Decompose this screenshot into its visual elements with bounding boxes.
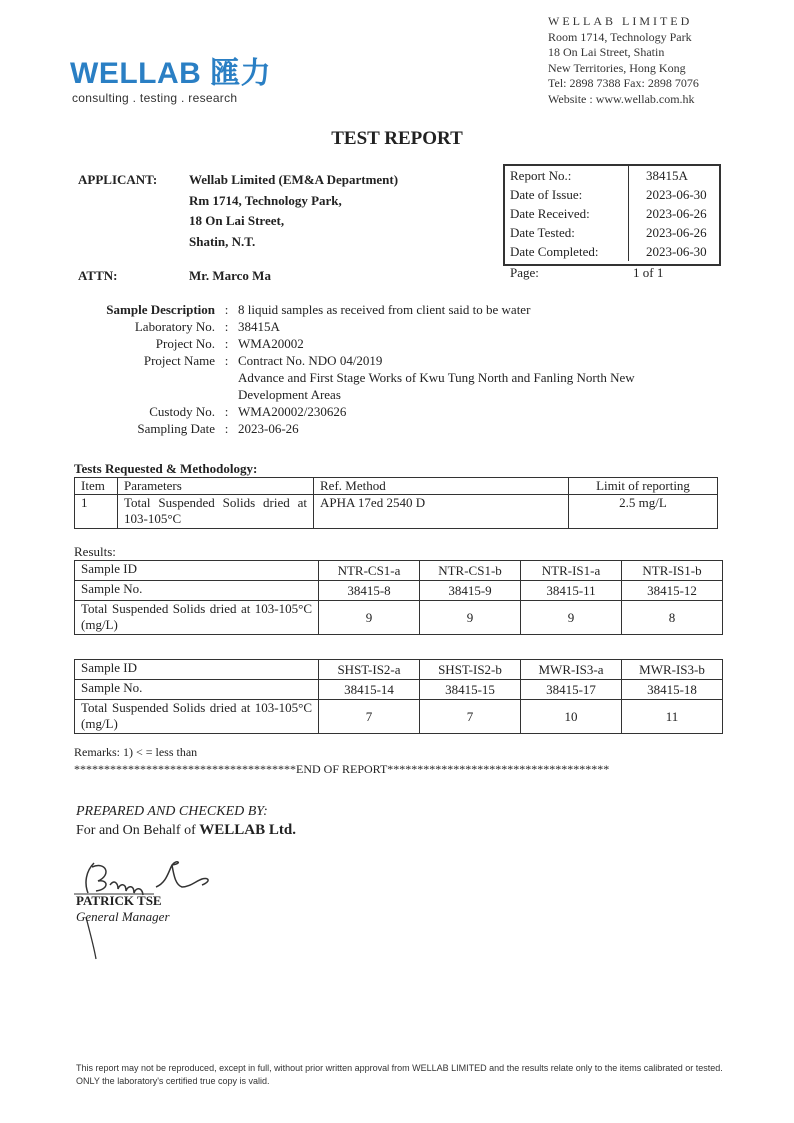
sampling-date: 2023-06-26 xyxy=(238,421,299,436)
address-line: 18 On Lai Street, Shatin xyxy=(548,45,665,59)
page-label: Page: xyxy=(510,265,539,280)
applicant-line: Wellab Limited (EM&A Department) xyxy=(189,172,399,187)
report-info-row xyxy=(505,185,719,204)
tests-row xyxy=(75,495,718,529)
page-indicator xyxy=(510,265,710,281)
end-of-report-line: *************************************END OF REPORT************************************* xyxy=(74,762,610,776)
on-behalf-company: WELLAB Ltd. xyxy=(199,822,296,838)
row-label: Sample No. xyxy=(75,680,319,700)
sample-details-table xyxy=(78,301,688,437)
tests-table xyxy=(74,477,718,529)
sample-key: Sample Description xyxy=(106,302,215,317)
report-info-key: Date Completed: xyxy=(505,242,629,261)
sample-key: Project Name xyxy=(143,353,215,368)
sample-no: 38415-14 xyxy=(319,680,420,700)
item-cell: 1 xyxy=(75,495,118,529)
colon-blank xyxy=(215,369,238,403)
report-info-key: Date Received: xyxy=(505,204,629,223)
sample-id: NTR-IS1-b xyxy=(622,561,723,581)
col-header: Parameters xyxy=(118,478,314,495)
col-header: Limit of reporting xyxy=(569,478,718,495)
date-received: 2023-06-26 xyxy=(646,206,707,221)
on-behalf-line xyxy=(76,822,296,839)
report-info-table xyxy=(505,166,719,261)
results-table-2 xyxy=(74,659,723,734)
sample-no: 38415-17 xyxy=(521,680,622,700)
sample-no: 38415-18 xyxy=(622,680,723,700)
tss-value: 9 xyxy=(420,601,521,635)
footer-disclaimer: This report may not be reproduced, except in full, without prior written approval from WELLAB LIMITED and the results relate only to the items calibrated or tested. ONLY the laboratory's certified true copy is valid. xyxy=(76,1063,723,1086)
colon: : xyxy=(224,404,229,419)
tss-value: 9 xyxy=(319,601,420,635)
report-info-row xyxy=(505,223,719,242)
tss-value: 11 xyxy=(622,700,723,734)
report-info-box xyxy=(503,164,721,266)
prepared-by-label: PREPARED AND CHECKED BY: xyxy=(76,804,268,819)
sample-details xyxy=(78,301,688,437)
applicant-label: APPLICANT: xyxy=(78,172,158,187)
row-label: Sample ID xyxy=(75,660,319,680)
sample-no: 38415-9 xyxy=(420,581,521,601)
page-value: 1 of 1 xyxy=(633,265,664,280)
website-line: Website : www.wellab.com.hk xyxy=(548,91,695,106)
address-line: Room 1714, Technology Park xyxy=(548,29,692,44)
parameter-cell: Total Suspended Solids dried at 103-105°C xyxy=(118,495,314,529)
applicant-line: Shatin, N.T. xyxy=(189,233,256,249)
sample-no: 38415-11 xyxy=(521,581,622,601)
report-info-row xyxy=(505,242,719,261)
company-address xyxy=(548,14,699,107)
project-name: Contract No. NDO 04/2019 xyxy=(238,353,383,368)
applicant-address xyxy=(189,170,398,252)
colon: : xyxy=(224,336,229,351)
sample-key: Sampling Date xyxy=(137,421,215,436)
report-info-row xyxy=(505,204,719,223)
sample-no-row xyxy=(75,680,723,700)
tests-header-row xyxy=(75,478,718,495)
applicant-line: Rm 1714, Technology Park, xyxy=(189,192,342,208)
row-label: Total Suspended Solids dried at 103-105°C (mg/L) xyxy=(75,601,319,635)
row-label: Sample No. xyxy=(75,581,319,601)
laboratory-no: 38415A xyxy=(238,319,280,334)
colon: : xyxy=(224,302,229,317)
sample-id: MWR-IS3-b xyxy=(622,660,723,680)
report-info-row xyxy=(505,166,719,185)
tss-value: 7 xyxy=(420,700,521,734)
sample-id: SHST-IS2-b xyxy=(420,660,521,680)
tss-row xyxy=(75,601,723,635)
sample-no-row xyxy=(75,581,723,601)
results-heading: Results: xyxy=(74,544,116,559)
tss-value: 9 xyxy=(521,601,622,635)
sample-key xyxy=(78,369,215,403)
report-info-key: Report No.: xyxy=(505,166,629,185)
remarks: Remarks: 1) < = less than xyxy=(74,745,198,759)
colon: : xyxy=(224,421,229,436)
sample-id: MWR-IS3-a xyxy=(521,660,622,680)
row-label: Sample ID xyxy=(75,561,319,581)
sample-id-row xyxy=(75,561,723,581)
colon: : xyxy=(224,353,229,368)
tests-heading: Tests Requested & Methodology: xyxy=(74,461,258,476)
sample-id: NTR-CS1-b xyxy=(420,561,521,581)
signatory-name: PATRICK TSE xyxy=(76,893,162,908)
sample-id: SHST-IS2-a xyxy=(319,660,420,680)
limit-cell: 2.5 mg/L xyxy=(569,495,718,529)
sample-no: 38415-8 xyxy=(319,581,420,601)
sample-key: Custody No. xyxy=(149,404,215,419)
sample-id-row xyxy=(75,660,723,680)
tss-value: 7 xyxy=(319,700,420,734)
attn-value: Mr. Marco Ma xyxy=(189,268,271,283)
contact-line: Tel: 2898 7388 Fax: 2898 7076 xyxy=(548,76,699,90)
tss-value: 10 xyxy=(521,700,622,734)
method-cell: APHA 17ed 2540 D xyxy=(314,495,569,529)
col-header: Ref. Method xyxy=(314,478,569,495)
address-line: New Territories, Hong Kong xyxy=(548,60,686,75)
company-name: WELLAB LIMITED xyxy=(548,14,693,28)
date-of-issue: 2023-06-30 xyxy=(646,187,707,202)
applicant-line: 18 On Lai Street, xyxy=(189,213,285,228)
sample-id: NTR-IS1-a xyxy=(521,561,622,581)
date-tested: 2023-06-26 xyxy=(646,225,707,240)
attn-label: ATTN: xyxy=(78,268,118,283)
on-behalf-prefix: For and On Behalf of xyxy=(76,823,196,838)
col-header: Item xyxy=(75,478,118,495)
date-completed: 2023-06-30 xyxy=(646,244,707,259)
custody-no: WMA20002/230626 xyxy=(238,404,347,419)
document-title: TEST REPORT xyxy=(331,128,463,149)
sample-no: 38415-12 xyxy=(622,581,723,601)
sample-key: Laboratory No. xyxy=(134,319,215,334)
results-table-1 xyxy=(74,560,723,635)
sample-no: 38415-15 xyxy=(420,680,521,700)
project-no: WMA20002 xyxy=(238,336,304,351)
company-logo: WELLAB 匯力 xyxy=(70,57,272,90)
signatory-role: General Manager xyxy=(76,909,170,924)
project-name-continued: Advance and First Stage Works of Kwu Tung North and Fanling North New Development Areas xyxy=(238,370,635,402)
report-info-key: Date Tested: xyxy=(505,223,629,242)
tss-row xyxy=(75,700,723,734)
sample-description: 8 liquid samples as received from client said to be water xyxy=(238,302,531,317)
sample-key: Project No. xyxy=(155,336,215,351)
report-info-key: Date of Issue: xyxy=(505,185,629,204)
logo-tagline: consulting . testing . research xyxy=(72,91,238,105)
row-label: Total Suspended Solids dried at 103-105°C (mg/L) xyxy=(75,700,319,734)
report-number: 38415A xyxy=(646,168,688,183)
sample-id: NTR-CS1-a xyxy=(319,561,420,581)
tss-value: 8 xyxy=(622,601,723,635)
colon: : xyxy=(224,319,229,334)
